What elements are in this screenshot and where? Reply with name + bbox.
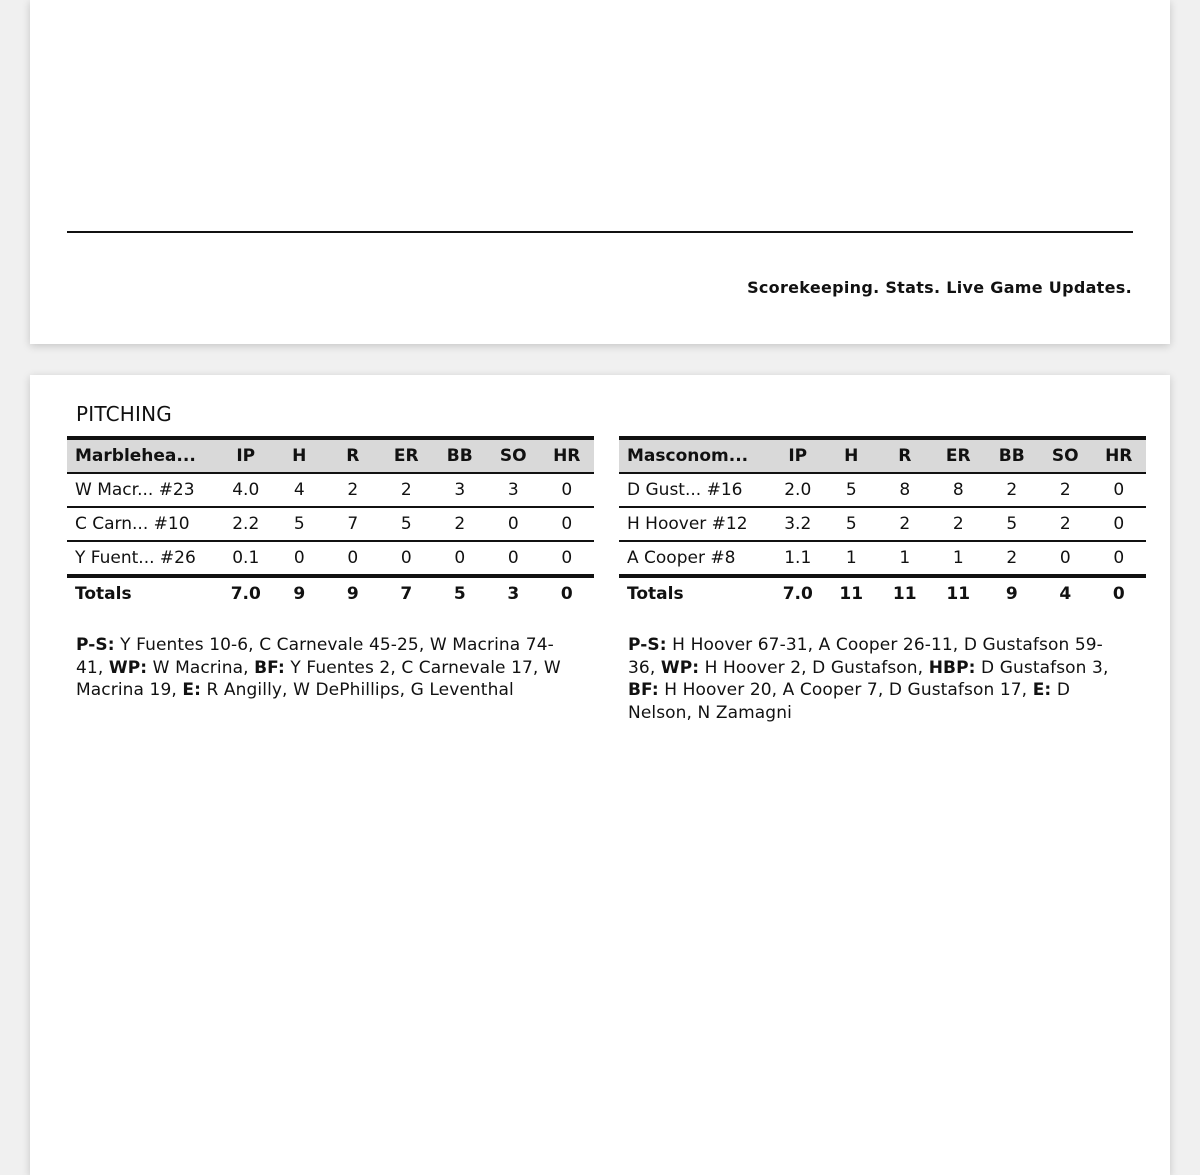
note-label: WP: xyxy=(660,657,700,678)
stat-cell: 5 xyxy=(825,473,879,507)
stat-cell: 0 xyxy=(487,541,541,576)
column-header: BB xyxy=(985,438,1039,473)
table-row xyxy=(67,473,594,507)
stat-cell: 2 xyxy=(985,541,1039,576)
stat-cell: 2 xyxy=(878,507,932,541)
team-name-header: Masconom... xyxy=(619,438,771,473)
column-header: HR xyxy=(540,438,594,473)
total-stat-cell: 0 xyxy=(1092,576,1146,610)
total-stat-cell: 7.0 xyxy=(219,576,273,610)
table-row xyxy=(619,541,1146,576)
totals-label: Totals xyxy=(67,576,219,610)
total-stat-cell: 9 xyxy=(273,576,327,610)
total-stat-cell: 7.0 xyxy=(771,576,825,610)
footer-tagline: Scorekeeping. Stats. Live Game Updates. xyxy=(747,278,1132,297)
table-row xyxy=(619,473,1146,507)
total-stat-cell: 9 xyxy=(326,576,380,610)
stat-cell: 1 xyxy=(825,541,879,576)
total-stat-cell: 11 xyxy=(825,576,879,610)
total-stat-cell: 11 xyxy=(878,576,932,610)
stat-cell: 5 xyxy=(273,507,327,541)
table-row xyxy=(619,507,1146,541)
section-title: PITCHING xyxy=(76,402,172,426)
stat-cell: 0 xyxy=(380,541,434,576)
column-header: IP xyxy=(219,438,273,473)
note-text: R Angilly, W DePhillips, G Leventhal xyxy=(201,680,514,700)
team-pitching-block xyxy=(619,436,1131,724)
note-text: W Macrina, xyxy=(147,657,255,678)
column-header: SO xyxy=(1039,438,1093,473)
stat-cell: 0 xyxy=(1092,473,1146,507)
column-header: IP xyxy=(771,438,825,473)
table-header-row xyxy=(619,438,1146,473)
stat-cell: 2.2 xyxy=(219,507,273,541)
note-text: H Hoover 2, D Gustafson, xyxy=(699,657,929,678)
stat-cell: 5 xyxy=(985,507,1039,541)
table-row xyxy=(67,507,594,541)
stat-cell: 2 xyxy=(1039,473,1093,507)
note-text: D Nelson, N Zamagni xyxy=(628,680,1076,723)
column-header: R xyxy=(878,438,932,473)
totals-row xyxy=(619,576,1146,610)
column-header: HR xyxy=(1092,438,1146,473)
column-header: H xyxy=(273,438,327,473)
note-text: H Hoover 20, A Cooper 7, D Gustafson 17, xyxy=(658,680,1033,700)
stat-cell: 7 xyxy=(326,507,380,541)
stat-cell: 8 xyxy=(932,473,986,507)
total-stat-cell: 4 xyxy=(1039,576,1093,610)
stat-cell: 0.1 xyxy=(219,541,273,576)
stat-cell: 2.0 xyxy=(771,473,825,507)
stat-cell: 0 xyxy=(540,473,594,507)
totals-row xyxy=(67,576,594,610)
pitcher-name: W Macr... #23 xyxy=(67,473,219,507)
note-text: D Gustafson 3, xyxy=(975,657,1114,678)
column-header: BB xyxy=(433,438,487,473)
total-stat-cell: 11 xyxy=(932,576,986,610)
stat-cell: 4 xyxy=(273,473,327,507)
pitcher-name: H Hoover #12 xyxy=(619,507,771,541)
column-header: ER xyxy=(380,438,434,473)
stat-cell: 0 xyxy=(1092,541,1146,576)
stat-cell: 3 xyxy=(433,473,487,507)
column-header: R xyxy=(326,438,380,473)
stat-cell: 4.0 xyxy=(219,473,273,507)
team-pitching-block xyxy=(67,436,579,702)
column-header: SO xyxy=(487,438,541,473)
stat-cell: 2 xyxy=(985,473,1039,507)
note-label: BF: xyxy=(254,657,285,678)
stat-cell: 0 xyxy=(540,541,594,576)
stat-cell: 1 xyxy=(932,541,986,576)
stat-cell: 8 xyxy=(878,473,932,507)
scorebook-page-top xyxy=(30,0,1170,344)
totals-label: Totals xyxy=(619,576,771,610)
pitcher-name: A Cooper #8 xyxy=(619,541,771,576)
total-stat-cell: 5 xyxy=(433,576,487,610)
table-row xyxy=(67,541,594,576)
note-text: Y Fuentes 2, C Carnevale 17, W Macrina 19, xyxy=(76,657,567,700)
stat-cell: 2 xyxy=(326,473,380,507)
stat-cell: 0 xyxy=(487,507,541,541)
total-stat-cell: 0 xyxy=(540,576,594,610)
stat-cell: 0 xyxy=(1092,507,1146,541)
note-text: Y Fuentes 10-6, C Carnevale 45-25, W Macrina 74-41, xyxy=(76,635,554,678)
pitcher-name: D Gust... #16 xyxy=(619,473,771,507)
stat-cell: 3.2 xyxy=(771,507,825,541)
total-stat-cell: 3 xyxy=(487,576,541,610)
pitcher-name: Y Fuent... #26 xyxy=(67,541,219,576)
pitching-notes xyxy=(67,634,579,702)
note-label: P-S: xyxy=(628,635,667,655)
total-stat-cell: 9 xyxy=(985,576,1039,610)
stat-cell: 0 xyxy=(433,541,487,576)
scorebook-page-pitching xyxy=(30,375,1170,1175)
stat-cell: 1.1 xyxy=(771,541,825,576)
pitching-table xyxy=(67,436,594,610)
stat-cell: 1 xyxy=(878,541,932,576)
note-label: BF: xyxy=(628,680,659,700)
note-label: HBP: xyxy=(928,657,976,678)
stat-cell: 3 xyxy=(487,473,541,507)
stat-cell: 2 xyxy=(433,507,487,541)
stat-cell: 0 xyxy=(540,507,594,541)
note-label: E: xyxy=(1032,680,1052,700)
stat-cell: 2 xyxy=(932,507,986,541)
total-stat-cell: 7 xyxy=(380,576,434,610)
pitcher-name: C Carn... #10 xyxy=(67,507,219,541)
stat-cell: 0 xyxy=(1039,541,1093,576)
note-text: H Hoover 67-31, A Cooper 26-11, D Gustafson 59-36, xyxy=(628,635,1103,678)
team-name-header: Marblehea... xyxy=(67,438,219,473)
stat-cell: 5 xyxy=(380,507,434,541)
pitching-notes xyxy=(619,634,1131,724)
stat-cell: 2 xyxy=(380,473,434,507)
footer-divider xyxy=(67,231,1133,233)
column-header: H xyxy=(825,438,879,473)
pitching-table xyxy=(619,436,1146,610)
table-header-row xyxy=(67,438,594,473)
column-header: ER xyxy=(932,438,986,473)
stat-cell: 0 xyxy=(273,541,327,576)
stat-cell: 5 xyxy=(825,507,879,541)
note-label: E: xyxy=(182,680,202,700)
stat-cell: 0 xyxy=(326,541,380,576)
note-label: WP: xyxy=(108,657,148,678)
stat-cell: 2 xyxy=(1039,507,1093,541)
note-label: P-S: xyxy=(76,635,115,655)
